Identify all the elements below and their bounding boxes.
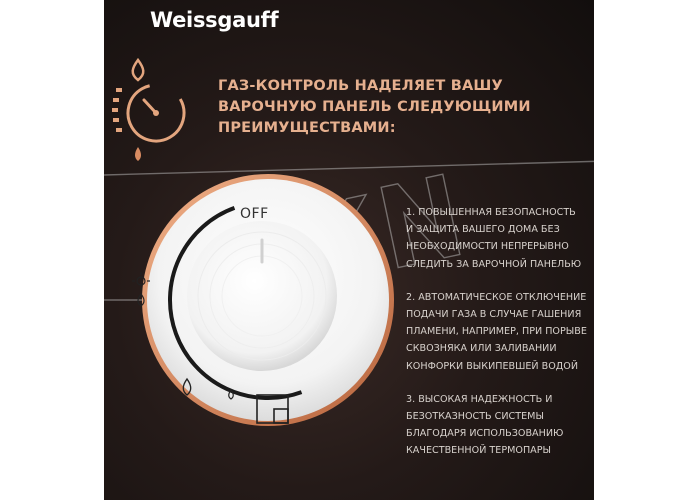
- benefit-line: СКВОЗНЯКА ИЛИ ЗАЛИВАНИИ: [406, 343, 557, 355]
- benefit-line: ПОДАЧИ ГАЗА В СЛУЧАЕ ГАШЕНИЯ: [406, 309, 582, 321]
- headline: [218, 76, 538, 139]
- gas-control-timer-flame-icon: [112, 60, 194, 161]
- headline-line: ВАРОЧНУЮ ПАНЕЛЬ СЛЕДУЮЩИМИ: [218, 99, 531, 115]
- benefit-item: [406, 391, 594, 460]
- benefit-line: И ЗАЩИТА ВАШЕГО ДОМА БЕЗ: [406, 224, 560, 236]
- benefit-line: СЛЕДИТЬ ЗА ВАРОЧНОЙ ПАНЕЛЬЮ: [406, 258, 582, 270]
- gas-control-banner: [104, 0, 594, 500]
- knob-off-label: OFF: [240, 206, 269, 222]
- brand-logo: Weissgauff: [150, 8, 279, 32]
- benefit-line: 2. АВТОМАТИЧЕСКОЕ ОТКЛЮЧЕНИЕ: [406, 291, 587, 303]
- benefit-line: КАЧЕСТВЕННОЙ ТЕРМОПАРЫ: [406, 445, 551, 457]
- benefit-item: [406, 204, 594, 273]
- benefit-line: 1. ПОВЫШЕННАЯ БЕЗОПАСНОСТЬ: [406, 207, 576, 218]
- benefit-line: ПЛАМЕНИ, НАПРИМЕР, ПРИ ПОРЫВЕ: [406, 326, 587, 338]
- benefit-line: КОНФОРКИ ВЫКИПЕВШЕЙ ВОДОЙ: [406, 360, 579, 372]
- benefits-list: [406, 204, 594, 476]
- headline-line: ГАЗ-КОНТРОЛЬ НАДЕЛЯЕТ ВАШУ: [218, 78, 503, 94]
- benefit-line: НЕОБХОДИМОСТИ НЕПРЕРЫВНО: [406, 241, 569, 253]
- benefit-line: БЕЗОТКАЗНОСТЬ СИСТЕМЫ: [406, 411, 544, 423]
- benefit-line: 3. ВЫСОКАЯ НАДЕЖНОСТЬ И: [406, 393, 553, 405]
- headline-line: ПРЕИМУЩЕСТВАМИ:: [218, 120, 396, 136]
- benefit-item: [406, 289, 594, 375]
- benefit-line: БЛАГОДАРЯ ИСПОЛЬЗОВАНИЮ: [406, 428, 564, 440]
